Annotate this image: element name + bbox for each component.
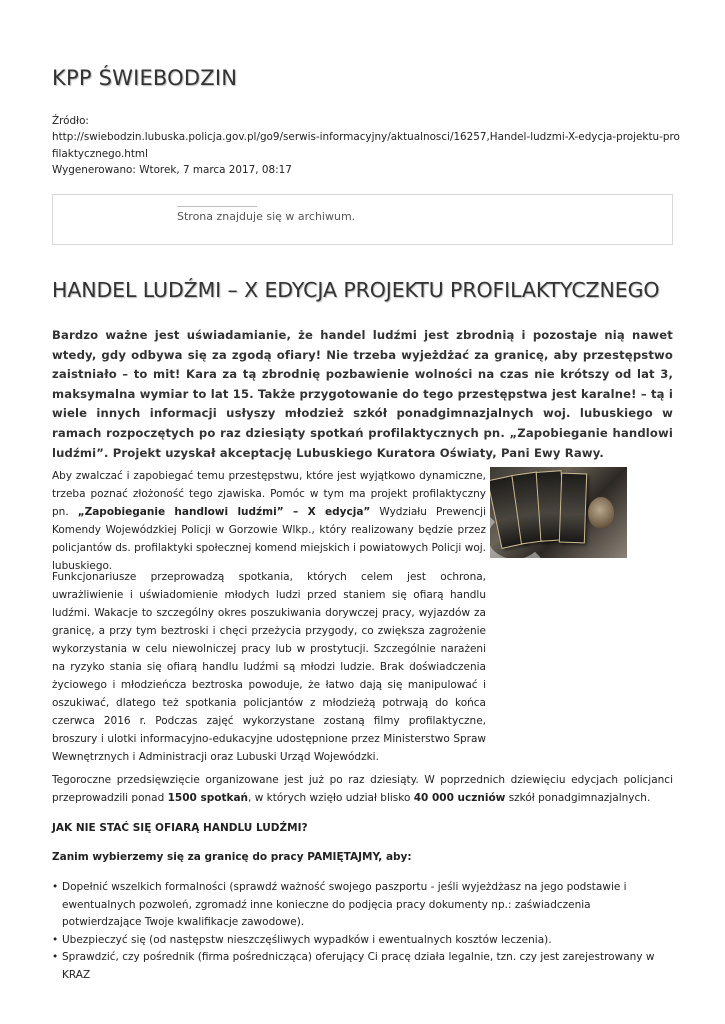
- archive-notice: [52, 194, 673, 245]
- meetings-count: 1500 spotkań: [167, 792, 249, 804]
- article-photo: [490, 467, 627, 558]
- document-meta: [52, 113, 682, 179]
- source-label: Źródło:: [52, 115, 89, 127]
- site-title: KPP ŚWIEBODZIN: [52, 66, 238, 90]
- paragraph-3-text-a: Tegoroczne przedsięwzięcie organizowane jest już po raz dziesiąty. W poprzednich dziewięciu edycjach policjanci przeprowadzili ponad: [52, 774, 673, 804]
- archive-text: Strona znajduje się w archiwum.: [177, 210, 356, 223]
- article-lead: Bardzo ważne jest uświadamianie, że handel ludźmi jest zbrodnią i pozostaje nią nawet wtedy, gdy odbywa się za zgodą ofiary! Nie trzeba wyjeżdżać za granicę, aby przestępstwo zaistniało – to mit! Kara za tą zbrodnię pozbawienie wolności na czas nie krótszy od lat 3, maksymalna wymiar to lat 15. Także przygotowanie do tego przestępstwa jest karalne! – tą i wiele innych informacji usłyszy młodzież szkół ponadgimnazjalnych woj. lubuskiego w ramach rozpoczętych po raz dziesiąty spotkań profilaktycznych pn. „Zapobieganie handlowi ludźmi”. Projekt uzyskał akceptację Lubuskiego Kuratora Oświaty, Pani Ewy Rawy.: [52, 328, 673, 460]
- list-item: • Dopełnić wszelkich formalności (sprawdź ważność swojego paszportu - jeśli wyjeżdżasz na jego podstawie i ewentualnych pozwoleń, zgromadź inne konieczne do podjęcia pracy dokumenty np.: zaświadczenia potwierdzające Twoje kwalifikacje zawodowe).: [52, 879, 673, 932]
- list-item: • Sprawdzić, czy pośrednik (firma pośrednicząca) oferujący Ci pracę działa legalnie, tzn. czy jest zarejestrowany w KRAZ: [52, 949, 673, 984]
- paragraph-1: [52, 467, 486, 575]
- section-heading-2: Zanim wybierzemy się za granicę do pracy PAMIĘTAJMY, aby:: [52, 851, 412, 863]
- list-item: • Ubezpieczyć się (od następstw nieszczęśliwych wypadków i ewentualnych kosztów leczenia).: [52, 932, 673, 950]
- project-name: „Zapobieganie handlowi ludźmi” – X edycja”: [77, 506, 371, 518]
- paragraph-1-text-b: Wydziału Prewencji Komendy Wojewódzkiej Policji w Gorzowie Wlkp., który realizowany będzie przez policjantów ds. profilaktyki społecznej komend miejskich i powiatowych Policji woj. lubuskiego.: [52, 506, 486, 572]
- students-count: 40 000 uczniów: [413, 792, 506, 804]
- generated-date: Wygenerowano: Wtorek, 7 marca 2017, 08:17: [52, 164, 292, 177]
- paragraph-2: Funkcjonariusze przeprowadzą spotkania, których celem jest ochrona, uwrażliwienie i uświadomienie młodych ludzi przed staniem się ofiarą handlu ludźmi. Wakacje to szczególny okres poszukiwania dorywczej pracy, wyjazdów za granicę, a przy tym beztroski i chęci przeżycia przygody, co zwiększa zagrożenie wykorzystania w celu niewolniczej pracy lub w prostytucji. Szczególnie narażeni na ryzyko stania się ofiarą handlu ludźmi są młodzi ludzie. Brak doświadczenia życiowego i młodzieńcza beztroska powoduje, że łatwo dają się manipulować i oszukiwać, dlatego też spotkania policjantów z młodzieżą potrwają do końca czerwca 2016 r. Podczas zajęć wykorzystane zostaną filmy profilaktyczne, broszury i ulotki informacyjno-edukacyjne udostępnione przez Ministerstwo Spraw Wewnętrznych i Administracji oraz Lubuski Urząd Wojewódzki.: [52, 571, 486, 763]
- paragraph-1-text-a: Aby zwalczać i zapobiegać temu przestępstwu, które jest wyjątkowo dynamiczne, trzeba poznać złożoność tego zjawiska. Pomóc w tym ma projekt profilaktyczny pn.: [52, 470, 486, 518]
- article-title: HANDEL LUDŹMI – X EDYCJA PROJEKTU PROFILAKTYCZNEGO: [52, 278, 660, 302]
- photo-face: [588, 497, 614, 529]
- section-heading-1: JAK NIE STAĆ SIĘ OFIARĄ HANDLU LUDŹMI?: [52, 822, 308, 834]
- advice-list: [52, 879, 673, 985]
- paragraph-3-text-c: szkół ponadgimnazjalnych.: [505, 792, 651, 804]
- source-url[interactable]: http://swiebodzin.lubuska.policja.gov.pl/go9/serwis-informacyjny/aktualnosci/16257,Handel-ludzmi-X-edycja-projektu-profilaktycznego.html: [52, 131, 680, 160]
- paragraph-3-text-b: , w których wzięło udział blisko: [248, 792, 414, 804]
- photo-brochure: [559, 473, 587, 544]
- paragraph-3: [52, 771, 673, 807]
- archive-divider: [177, 206, 257, 207]
